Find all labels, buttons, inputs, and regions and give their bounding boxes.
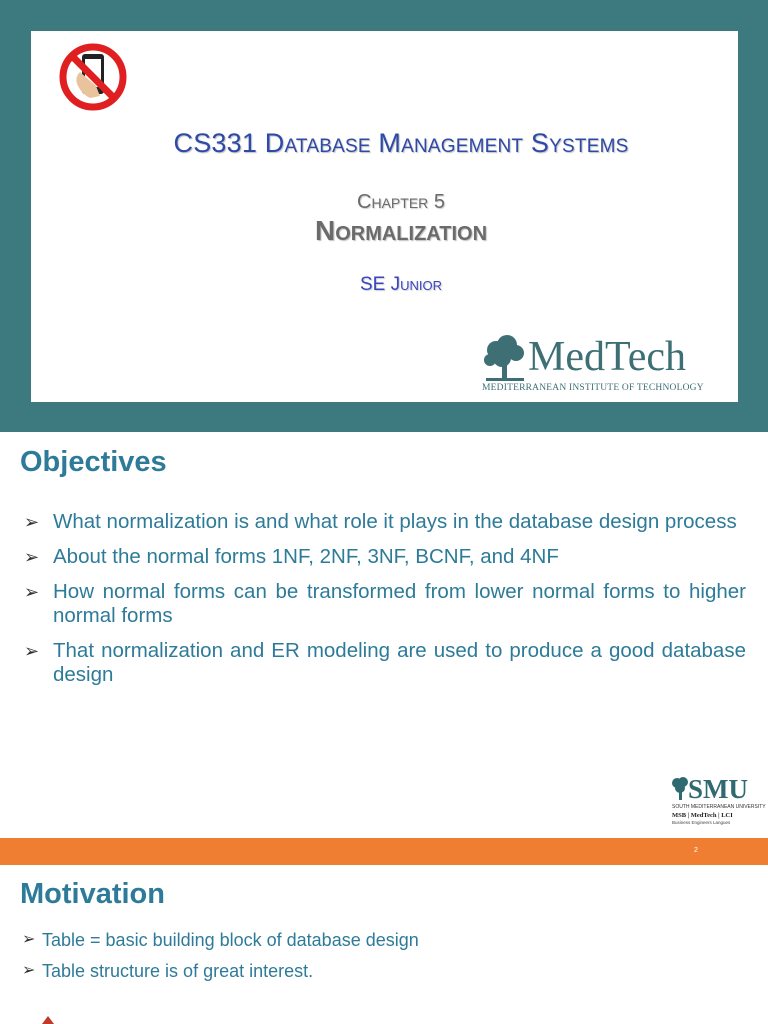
bullet-text: That normalization and ER modeling are used to produce a good database design <box>53 639 746 686</box>
bullet-text: How normal forms can be transformed from lower normal forms to higher normal forms <box>53 580 746 627</box>
title-slide <box>0 0 768 432</box>
objectives-slide <box>0 432 768 838</box>
bullet-text: Table structure is of great interest. <box>42 961 314 981</box>
motivation-slide <box>0 865 768 1024</box>
motivation-heading: Motivation <box>20 878 165 910</box>
list-item <box>22 960 419 982</box>
objectives-list <box>24 510 746 698</box>
presentation-title: CS331 Database Management Systems <box>173 128 629 158</box>
arrow-bullet-icon: ➢ <box>22 962 36 979</box>
title-slide-card <box>31 31 738 402</box>
arrow-bullet-icon: ➢ <box>24 547 40 567</box>
medtech-logo-subtitle: MEDITERRANEAN INSTITUTE OF TECHNOLOGY <box>482 383 704 393</box>
arrow-bullet-icon: ➢ <box>24 582 40 602</box>
no-phone-icon <box>58 42 128 112</box>
list-item <box>22 929 419 951</box>
chapter-label: Chapter 5 <box>357 191 445 213</box>
tree-logo-icon <box>670 776 690 802</box>
chapter-title: Normalization <box>314 215 488 246</box>
medtech-logo-name: MedTech <box>528 334 686 380</box>
audience-subtitle: SE Junior <box>359 274 442 295</box>
arrow-bullet-icon: ➢ <box>24 512 40 532</box>
arrow-bullet-icon: ➢ <box>24 641 40 661</box>
list-item <box>24 510 746 534</box>
smu-logo-line1: SOUTH MEDITERRANEAN UNIVERSITY <box>672 804 766 810</box>
arrow-bullet-icon: ➢ <box>22 931 36 948</box>
objectives-heading: Objectives <box>20 446 167 478</box>
tree-logo-icon <box>480 334 528 384</box>
smu-logo-line3: Business Engineers Langues <box>672 820 731 825</box>
partial-image-icon <box>38 1015 58 1024</box>
bullet-text: What normalization is and what role it plays in the database design process <box>53 510 737 533</box>
bullet-text: Table = basic building block of database design <box>42 930 419 950</box>
bullet-text: About the normal forms 1NF, 2NF, 3NF, BCNF, and 4NF <box>53 545 559 568</box>
list-item <box>24 545 746 569</box>
slide-footer-bar <box>0 838 768 865</box>
motivation-list <box>22 929 419 991</box>
smu-logo <box>670 776 764 826</box>
list-item <box>24 580 746 628</box>
list-item <box>24 639 746 687</box>
medtech-logo <box>480 334 730 396</box>
page-number: 2 <box>694 847 698 854</box>
smu-logo-line2: MSB | MedTech | LCI <box>672 812 733 819</box>
smu-logo-name: SMU <box>688 774 748 804</box>
